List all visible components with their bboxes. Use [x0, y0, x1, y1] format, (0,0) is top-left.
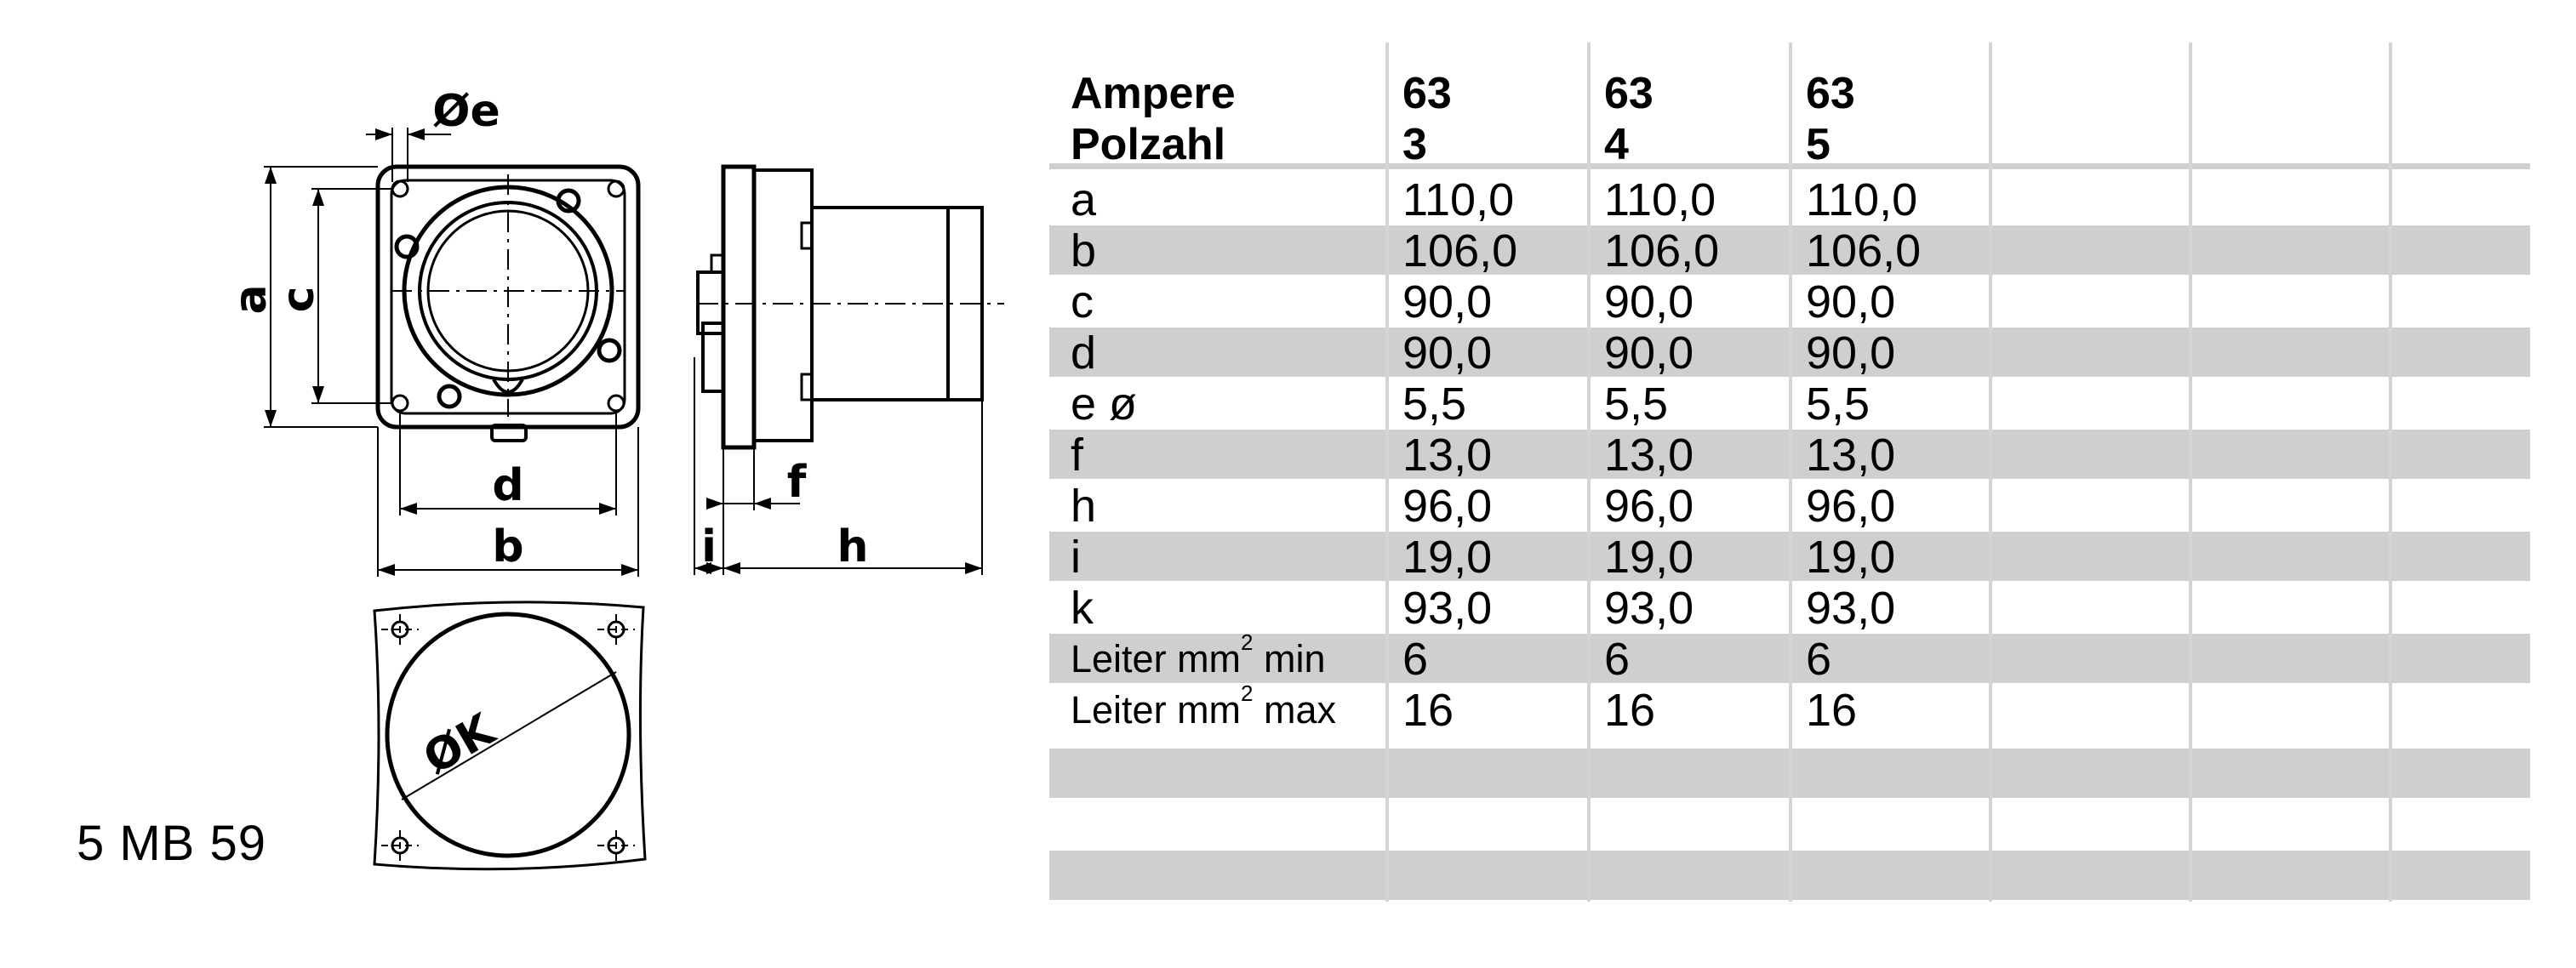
row-value: 96,0 [1806, 481, 1896, 532]
row-value: 93,0 [1402, 583, 1493, 634]
row-value: 5,5 [1806, 379, 1871, 430]
dim-label-d: d [492, 460, 524, 511]
row-value: 96,0 [1604, 481, 1694, 532]
row-label: e ø [1071, 379, 1138, 430]
row-value: 90,0 [1604, 276, 1694, 327]
row-label [1071, 680, 1337, 734]
row-value: 5,5 [1604, 379, 1669, 430]
column-divider [2189, 43, 2192, 902]
dim-label-e: Øe [432, 86, 500, 137]
row-label: b [1071, 225, 1097, 276]
row-value: 16 [1402, 685, 1454, 736]
row-label: k [1071, 583, 1094, 634]
dim-label-k: ØK [414, 704, 504, 785]
row-label-superscript: 2 [1241, 629, 1254, 655]
front-view [378, 167, 638, 441]
row-value: 13,0 [1806, 430, 1896, 481]
row-value: 106,0 [1604, 225, 1720, 276]
column-divider [1789, 43, 1792, 902]
header-polzahl-label: Polzahl [1071, 120, 1226, 169]
column-divider [2389, 43, 2392, 902]
row-value: 16 [1604, 685, 1656, 736]
row-value: 19,0 [1402, 532, 1493, 583]
row-value: 6 [1604, 634, 1631, 685]
column-divider [1989, 43, 1992, 902]
row-value: 16 [1806, 685, 1858, 736]
row-label: c [1071, 276, 1094, 327]
dim-label-a: a [226, 284, 277, 315]
dim-label-b: b [492, 521, 524, 572]
column-divider [1385, 43, 1389, 902]
header-label [1071, 68, 1236, 170]
header-ampere-value: 63 [1604, 69, 1654, 118]
row-value: 106,0 [1402, 225, 1518, 276]
header-column-3 [1806, 68, 1855, 170]
row-label [1071, 629, 1326, 683]
dim-label-c: c [273, 286, 324, 313]
row-value: 90,0 [1806, 276, 1896, 327]
header-ampere-value: 63 [1402, 69, 1452, 118]
dim-label-f: f [786, 457, 807, 508]
row-value: 93,0 [1806, 583, 1896, 634]
row-value: 96,0 [1402, 481, 1493, 532]
row-label: i [1071, 532, 1081, 583]
row-value: 13,0 [1604, 430, 1694, 481]
row-value: 90,0 [1402, 276, 1493, 327]
row-value: 19,0 [1806, 532, 1896, 583]
header-poles-value: 3 [1402, 120, 1427, 169]
side-view [698, 167, 1004, 447]
row-value: 106,0 [1806, 225, 1922, 276]
row-label-suffix: max [1253, 688, 1337, 732]
row-value: 93,0 [1604, 583, 1694, 634]
row-label-text: Leiter mm [1071, 637, 1242, 680]
spec-table [1049, 43, 2530, 902]
row-value: 90,0 [1402, 327, 1493, 379]
row-value: 90,0 [1604, 327, 1694, 379]
row-value: 19,0 [1604, 532, 1694, 583]
product-code: 5 MB 59 [77, 816, 266, 871]
row-label-suffix: min [1253, 637, 1326, 680]
header-poles-value: 5 [1806, 120, 1831, 169]
row-value: 110,0 [1806, 174, 1918, 225]
column-divider [1587, 43, 1591, 902]
row-value: 110,0 [1604, 174, 1716, 225]
row-label-text: Leiter mm [1071, 688, 1242, 732]
row-label: d [1071, 327, 1097, 379]
header-ampere-value: 63 [1806, 69, 1855, 118]
header-column-1 [1402, 68, 1452, 170]
row-value: 90,0 [1806, 327, 1896, 379]
row-value: 6 [1806, 634, 1832, 685]
row-label: a [1071, 174, 1097, 225]
row-value: 6 [1402, 634, 1429, 685]
row-value: 13,0 [1402, 430, 1493, 481]
header-poles-value: 4 [1604, 120, 1629, 169]
row-label-superscript: 2 [1241, 680, 1254, 706]
row-value: 110,0 [1402, 174, 1515, 225]
dim-label-h: h [837, 521, 869, 572]
row-value: 5,5 [1402, 379, 1467, 430]
header-column-2 [1604, 68, 1654, 170]
row-label: h [1071, 481, 1097, 532]
row-label: f [1071, 430, 1084, 481]
dim-label-i: i [701, 521, 717, 572]
header-ampere-label: Ampere [1071, 69, 1236, 118]
cutout-view [374, 602, 645, 869]
